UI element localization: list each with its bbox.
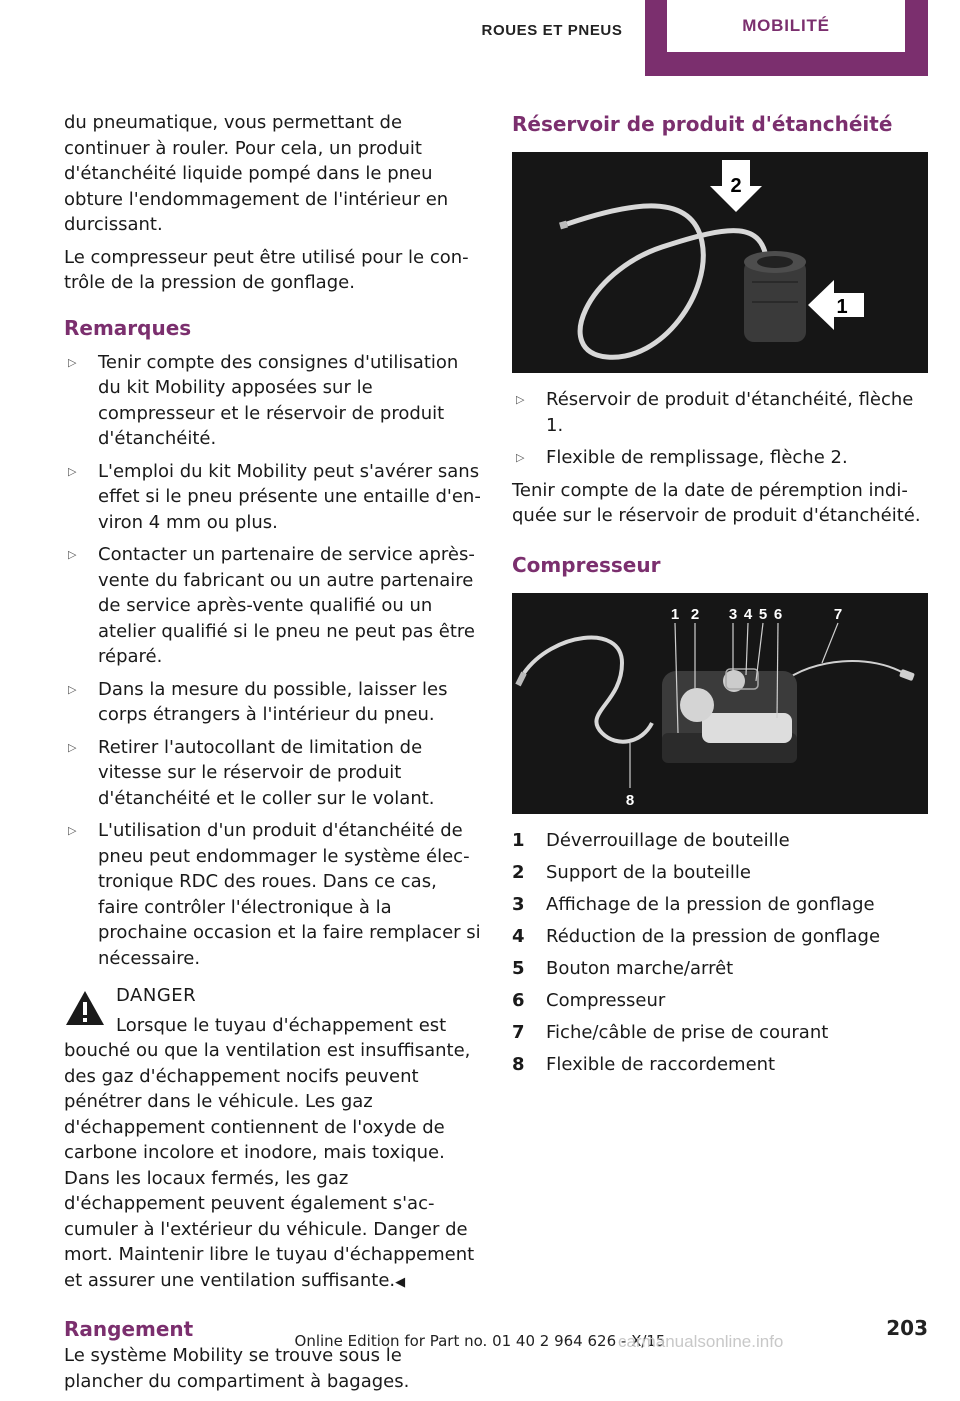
legend-item: 2 Support de la bouteille [512, 861, 751, 883]
list-item: ▷ Tenir compte des consignes d'utilisation du kit Mobility apposées sur le compresseur et le réservoir de produit d'étanchéité. [68, 351, 459, 449]
photo-label-5: 5 [758, 605, 768, 623]
chapter-tab-label: MOBILITÉ [667, 0, 905, 52]
remarques-list [64, 350, 482, 972]
edition-footer: Online Edition for Part no. 01 40 2 964 626 - X/15 [294, 1332, 666, 1350]
photo-label-7: 7 [833, 605, 843, 623]
triangle-bullet-icon: ▷ [68, 548, 77, 561]
list-item: ▷ Dans la mesure du possible, laisser les corps étrangers à l'intérieur du pneu. [68, 678, 448, 725]
rangement-heading: Rangement [64, 1317, 194, 1341]
legend-item: 5 Bouton marche/arrêt [512, 957, 734, 979]
rangement-paragraph: Le système Mobility se trouve sous le plancher du compartiment à bagages. [64, 1345, 410, 1392]
photo-label-8: 8 [625, 791, 635, 809]
list-item: ▷ Réservoir de produit d'étanchéité, flèche 1. [516, 389, 914, 436]
triangle-bullet-icon: ▷ [68, 824, 77, 837]
photo-label-6: 6 [773, 605, 783, 623]
running-header-section: ROUES ET PNEUS [481, 22, 623, 39]
watermark: carmanualsonline.info [618, 1332, 784, 1351]
photo-label-2: 2 [690, 605, 700, 623]
triangle-bullet-icon: ▷ [68, 355, 77, 369]
remarques-heading: Remarques [64, 315, 192, 340]
compresseur-heading: Compresseur [512, 552, 661, 577]
compressor-paragraph: Le compresseur peut être utilisé pour le contrôle de la pression de gonflage. [64, 246, 469, 293]
triangle-bullet-icon: ▷ [68, 464, 77, 478]
list-item: ▷ L'emploi du kit Mobility peut s'avérer sans effet si le pneu présente une entaille d'environ 4 mm ou plus. [68, 460, 481, 533]
reservoir-heading: Réservoir de produit d'étanchéité [512, 112, 893, 136]
chapter-tab [645, 0, 928, 76]
left-column [64, 110, 482, 1401]
arrow-2-label: 2 [730, 175, 742, 197]
arrow-1-label: 1 [836, 296, 848, 318]
reservoir-list [512, 387, 930, 471]
danger-text: Lorsque le tuyau d'échappement est bouché ou que la ventilation est insuffisante, des gaz d'échappement nocifs peuvent pénétrer dans le véhicule. Les gaz d'échappement contiennent de l'oxyde de carbone incolore et inodore, mais toxique. Dans les locaux fermés, les gaz d'échappement peuvent également s'accumuler à l'extérieur du véhicule. Danger de mort. Maintenir libre le tuyau d'échappement et assurer une ventilation suffisante.◀ [64, 1014, 475, 1291]
list-item: ▷ Flexible de remplissage, flèche 2. [512, 445, 930, 471]
triangle-bullet-icon: ▷ [516, 451, 525, 464]
right-column [512, 110, 930, 1084]
compressor-legend [512, 828, 930, 1078]
legend-item: 1 Déverrouillage de bouteille [512, 829, 790, 851]
list-item: ▷ Contacter un partenaire de service après-vente du fabricant ou un autre partenaire de service après-vente qualifié ou un atelier qualifié si le pneu ne peut pas être réparé. [68, 544, 475, 667]
photo-label-1: 1 [670, 605, 680, 623]
list-item: ▷ Retirer l'autocollant de limitation de vitesse sur le réservoir de produit d'étanchéité et le coller sur le volant. [68, 736, 435, 809]
reservoir-note: Tenir compte de la date de péremption indiquée sur le réservoir de produit d'étanchéité. [512, 479, 921, 526]
legend-item: 8 Flexible de raccordement [512, 1053, 776, 1075]
danger-title: DANGER [116, 985, 197, 1006]
photo-label-4: 4 [743, 605, 753, 623]
list-item: ▷ L'utilisation d'un produit d'étanchéité de pneu peut endommager le système électronique RDC des roues. Dans ce cas, faire contrôler l'électronique à la prochaine occasion et la faire remplacer si nécessaire. [68, 820, 481, 969]
warning-triangle-icon [64, 989, 106, 1027]
triangle-bullet-icon: ▷ [68, 740, 77, 754]
triangle-bullet-icon: ▷ [68, 682, 77, 696]
legend-item: 3 Affichage de la pression de gonflage [512, 893, 875, 915]
photo-label-3: 3 [728, 605, 738, 623]
legend-item: 4 Réduction de la pression de gonflage [512, 925, 881, 947]
legend-item: 6 Compresseur [512, 989, 666, 1011]
triangle-bullet-icon: ▷ [516, 393, 525, 406]
intro-paragraph: du pneumatique, vous permettant de continuer à rouler. Pour cela, un produit d'étanchéité liquide pompé dans le pneu obture l'endommagement de l'intérieur en durcissant. [64, 112, 449, 235]
legend-item: 7 Fiche/câble de prise de courant [512, 1021, 829, 1043]
end-mark: ◀ [395, 1274, 406, 1290]
sealant-reservoir-photo [512, 152, 928, 373]
page-number: 203 [886, 1316, 928, 1340]
compressor-photo [512, 593, 928, 814]
danger-notice [64, 983, 482, 1295]
